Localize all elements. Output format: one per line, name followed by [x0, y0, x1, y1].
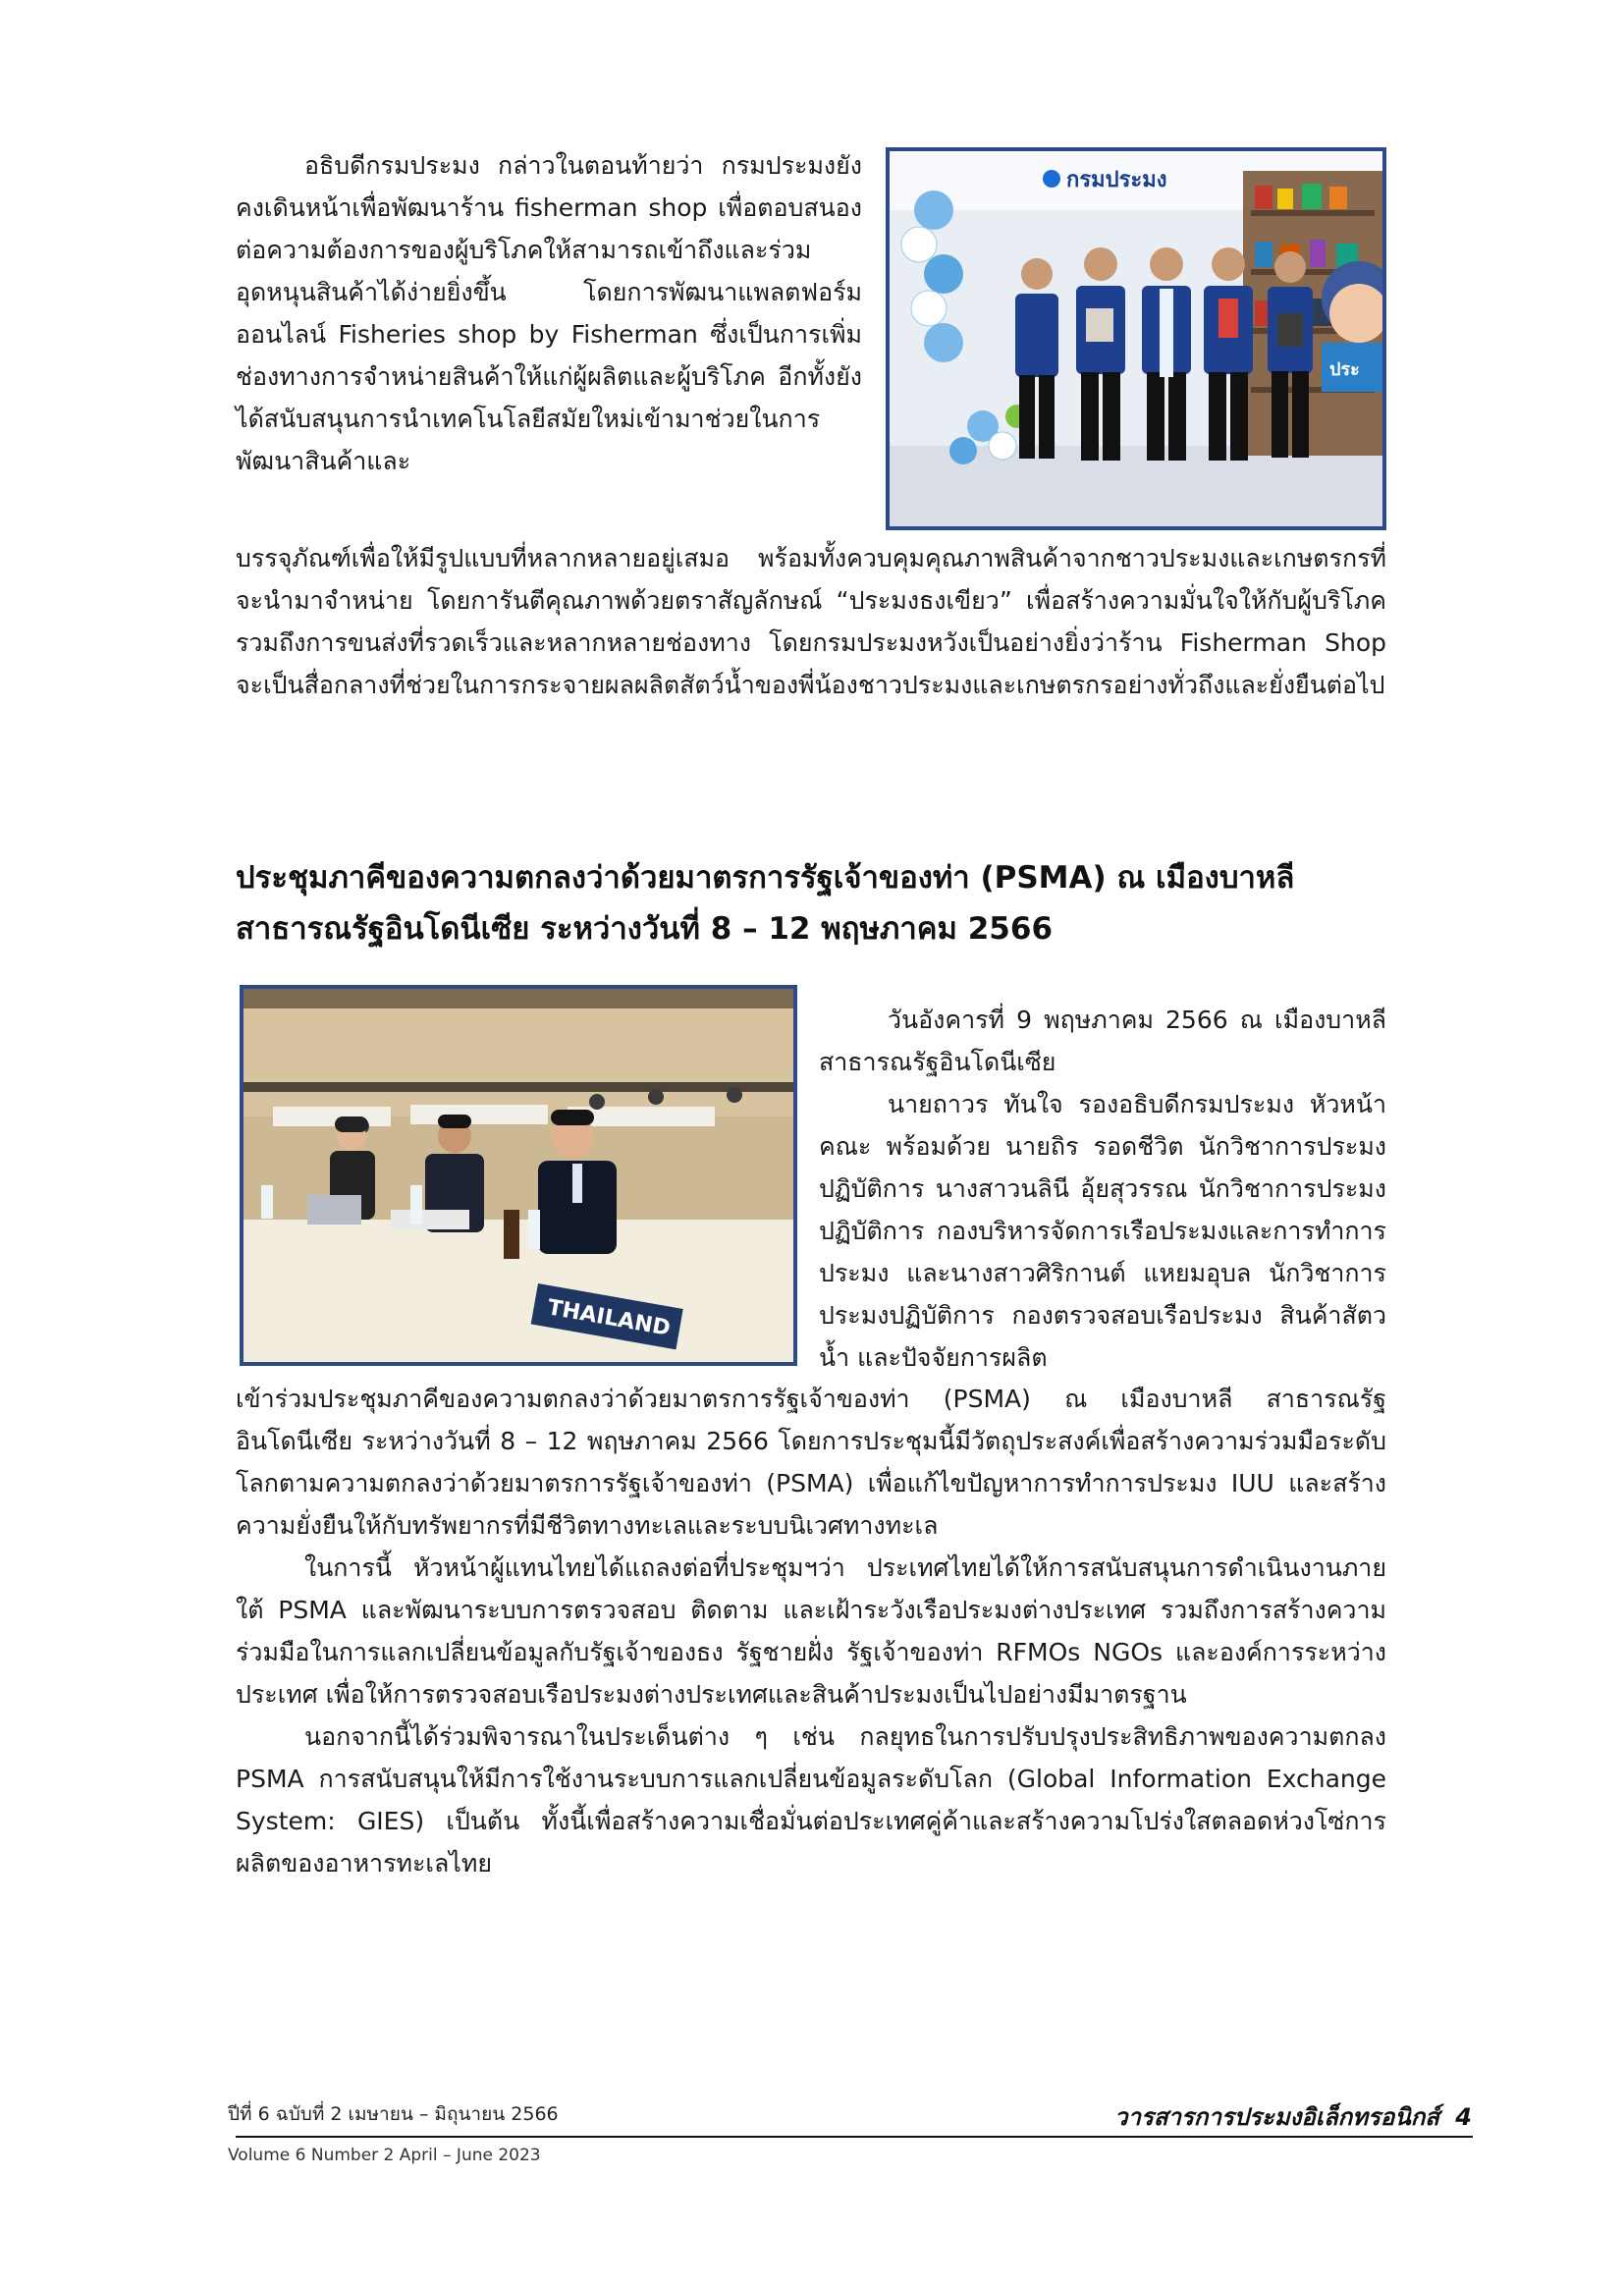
article1-intro: อธิบดีกรมประมง กล่าวในตอนท้ายว่า กรมประมงยังคงเดินหน้าเพื่อพัฒนาร้าน fisherman shop เพื่อตอบสนองต่อความต้องการของผู้บริโภคให้สามารถเข้าถึงและร่วมอุดหนุนสินค้าได้ง่ายยิ่งขึ้น โดยการพัฒนาแพลตฟอร์มออนไลน์ Fisheries shop by Fisherman ซึ่งเป็นการเพิ่มช่องทางการจำหน่ายสินค้าให้แก่ผู้ผลิตและผู้บริโภค อีกทั้งยังได้สนับสนุนการนำเทคโนโลยีสมัยใหม่เข้ามาช่วยในการพัฒนาสินค้าและ — [236, 151, 862, 475]
article2-heading-line1: ประชุมภาคีของความตกลงว่าด้วยมาตรการรัฐเจ้าของท่า (PSMA) ณ เมืองบาหลี — [236, 860, 1295, 896]
footer-issue-english: Volume 6 Number 2 April – June 2023 — [228, 2146, 541, 2165]
shop-sign-text: กรมประมง — [1066, 168, 1167, 192]
page-number: 4 — [1455, 2103, 1472, 2131]
article2-delegation-full: เข้าร่วมประชุมภาคีของความตกลงว่าด้วยมาตรการรัฐเจ้าของท่า (PSMA) ณ เมืองบาหลี สาธารณรัฐอินโดนีเซีย ระหว่างวันที่ 8 – 12 พฤษภาคม 2566 โดยการประชุมนี้มีวัตถุประสงค์เพื่อสร้างความร่วมมือระดับโลกตามความตกลงว่าด้วยมาตรการรัฐเจ้าของท่า (PSMA) เพื่อแก้ไขปัญหาการทำการประมง IUU และสร้างความยั่งยืนให้กับทรัพยากรที่มีชีวิตทางทะเลและระบบนิเวศทางทะเล — [236, 1385, 1386, 1540]
footer-journal-title — [1114, 2097, 1472, 2136]
article1-continuation: บรรจุภัณฑ์เพื่อให้มีรูปแบบที่หลากหลายอยู่เสมอ พร้อมทั้งควบคุมคุณภาพสินค้าจากชาวประมงและเกษตรกรที่จะนำมาจำหน่าย โดยการันตีคุณภาพด้วยตราสัญลักษณ์ “ประมงธงเขียว” เพื่อสร้างความมั่นใจให้กับผู้บริโภค รวมถึงการขนส่งที่รวดเร็วและหลากหลายช่องทาง โดยกรมประมงหวังเป็นอย่างยิ่งว่าร้าน Fisherman Shop จะเป็นสื่อกลางที่ช่วยในการกระจายผลผลิตสัตว์น้ำของพี่น้องชาวประมงและเกษตรกรอย่างทั่วถึงและยั่งยืนต่อไป — [236, 544, 1386, 699]
footer-divider — [236, 2136, 1473, 2138]
article2-statement: ในการนี้ หัวหน้าผู้แทนไทยได้แถลงต่อที่ประชุมฯว่า ประเทศไทยได้ให้การสนับสนุนการดำเนินงานภายใต้ PSMA และพัฒนาระบบการตรวจสอบ ติดตาม และเฝ้าระวังเรือประมงต่างประเทศ รวมถึงการสร้างความร่วมมือในการแลกเปลี่ยนข้อมูลกับรัฐเจ้าของธง รัฐชายฝั่ง รัฐเจ้าของท่า RFMOs NGOs และองค์การระหว่างประเทศ เพื่อให้การตรวจสอบเรือประมงต่างประเทศและสินค้าประมงเป็นไปอย่างมีมาตรฐาน — [236, 1553, 1386, 1709]
psma-meeting-illustration — [244, 989, 793, 1362]
article2-strategy: นอกจากนี้ได้ร่วมพิจารณาในประเด็นต่าง ๆ เช่น กลยุทธในการปรับปรุงประสิทธิภาพของความตกลง PSMA การสนับสนุนให้มีการใช้งานระบบการแลกเปลี่ยนข้อมูลระดับโลก (Global Information Exchange System: GIES) เป็นต้น ทั้งนี้เพื่อสร้างความเชื่อมั่นต่อประเทศคู่ค้าและสร้างความโปร่งใสตลอดห่วงโซ่การผลิตของอาหารทะเลไทย — [236, 1722, 1386, 1878]
mascot-banner-text: ประ — [1329, 359, 1360, 380]
journal-name: วารสารการประมงอิเล็กทรอนิกส์ — [1114, 2103, 1439, 2131]
footer-issue-thai: ปีที่ 6 ฉบับที่ 2 เมษายน – มิถุนายน 2566 — [228, 2103, 559, 2125]
article2-heading — [236, 852, 1394, 954]
psma-meeting-photo — [240, 985, 797, 1366]
fisherman-shop-illustration — [890, 151, 1382, 526]
article2-heading-line2: สาธารณรัฐอินโดนีเซีย ระหว่างวันที่ 8 – 12 พฤษภาคม 2566 — [236, 911, 1054, 947]
article2-delegation-side: นายถาวร ทันใจ รองอธิบดีกรมประมง หัวหน้าคณะ พร้อมด้วย นายถิร รอดชีวิต นักวิชาการประมงปฏิบัติการ นางสาวนลินี อุ้ยสุวรรณ นักวิชาการประมงปฏิบัติการ กองบริหารจัดการเรือประมงและการทำการประมง และนางสาวศิริกานต์ แหยมอุบล นักวิชาการประมงปฏิบัติการ กองตรวจสอบเรือประมง สินค้าสัตวน้ำ และปัจจัยการผลิต — [819, 1090, 1386, 1372]
article2-date-paragraph: วันอังคารที่ 9 พฤษภาคม 2566 ณ เมืองบาหลี สาธารณรัฐอินโดนีเซีย — [819, 1006, 1386, 1076]
thailand-nameplate: THAILAND — [545, 1295, 673, 1341]
fisherman-shop-photo — [886, 147, 1386, 530]
